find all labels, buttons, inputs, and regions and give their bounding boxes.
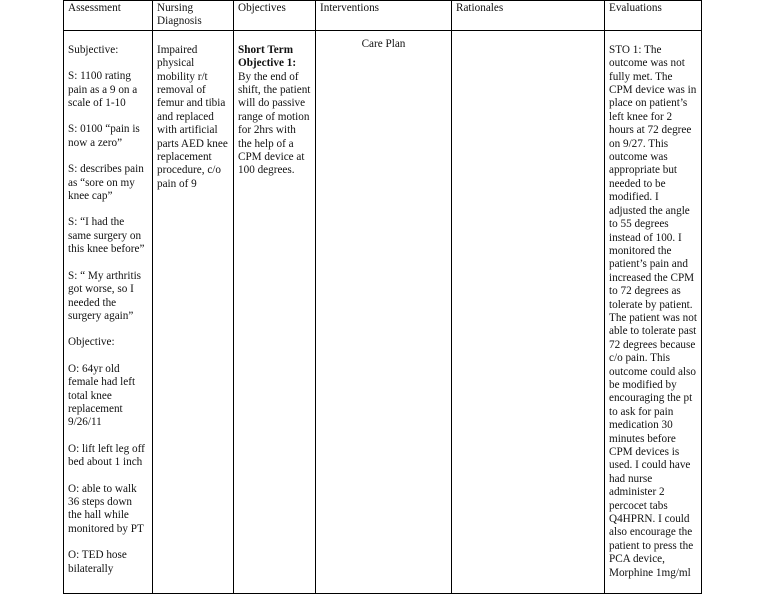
subjective-item: S: “I had the same surgery on this knee before” [68, 216, 145, 256]
subjective-item: S: 0100 “pain is now a zero” [68, 123, 140, 149]
objective-item: O: lift left leg off bed about 1 inch [68, 442, 145, 469]
subjective-item: S: describes pain as “sore on my knee cap” [68, 163, 144, 203]
nursing-diagnosis-cell [153, 30, 234, 593]
care-plan-table [63, 0, 702, 594]
objective-text: By the end of shift, the patient will do passive range of motion for 2hrs with the help of a CPM device at 100 degrees. [238, 70, 311, 177]
assessment-cell [64, 30, 153, 593]
nursing-diagnosis-text: Impaired physical mobility r/t removal of femur and tibia and replaced with artificial parts AED knee replacement procedure, c/o pain of 9 [157, 43, 228, 190]
subjective-item: S: 1100 rating pain as a 9 on a scale of 1-10 [68, 70, 138, 110]
content-row [64, 30, 702, 593]
care-plan-title: Care Plan [361, 37, 406, 50]
header-interventions: Interventions [316, 1, 452, 31]
objective-label: Objective: [68, 336, 115, 349]
subjective-item: S: “ My arthritis got worse, so I needed the surgery again” [68, 269, 142, 322]
rationales-cell [452, 30, 605, 593]
interventions-cell [316, 30, 452, 593]
header-assessment: Assessment [64, 1, 153, 31]
header-objectives: Objectives [234, 1, 316, 31]
header-rationales: Rationales [452, 1, 605, 31]
objective-item: O: TED hose bilaterally [68, 549, 127, 575]
rationales-text [456, 32, 600, 592]
objective-item: O: 64yr old female had left total knee replacement 9/26/11 [68, 362, 136, 429]
objectives-cell [234, 30, 316, 593]
evaluation-text: STO 1: The outcome was not fully met. The CPM device was in place on patient’s left knee for 2 hours at 72 degree on 9/27. This outcome was appropriate but needed to be modified. I adjusted the angle to 55 degrees instead of 100. I monitored the patient’s pain and increased the CPM to 72 degrees as tolerate by patient. The patient was not able to tolerate past 72 degrees because c/o pain. This outcome could also be modified by encouraging the pt to ask for pain medication 30 minutes before CPM devices is used. I could have had nurse administer 2 percocet tabs Q4HPRN. I could also encourage the patient to press the PCA device, Morphine 1mg/ml [609, 43, 697, 579]
objective-label: Short Term Objective 1: [238, 43, 297, 70]
header-row [64, 1, 702, 31]
subjective-label: Subjective: [68, 43, 119, 56]
header-nursing-diagnosis: Nursing Diagnosis [153, 1, 234, 31]
evaluations-cell [605, 30, 702, 593]
header-evaluations: Evaluations [605, 1, 702, 31]
objective-item: O: able to walk 36 steps down the hall while monitored by PT [68, 482, 144, 535]
